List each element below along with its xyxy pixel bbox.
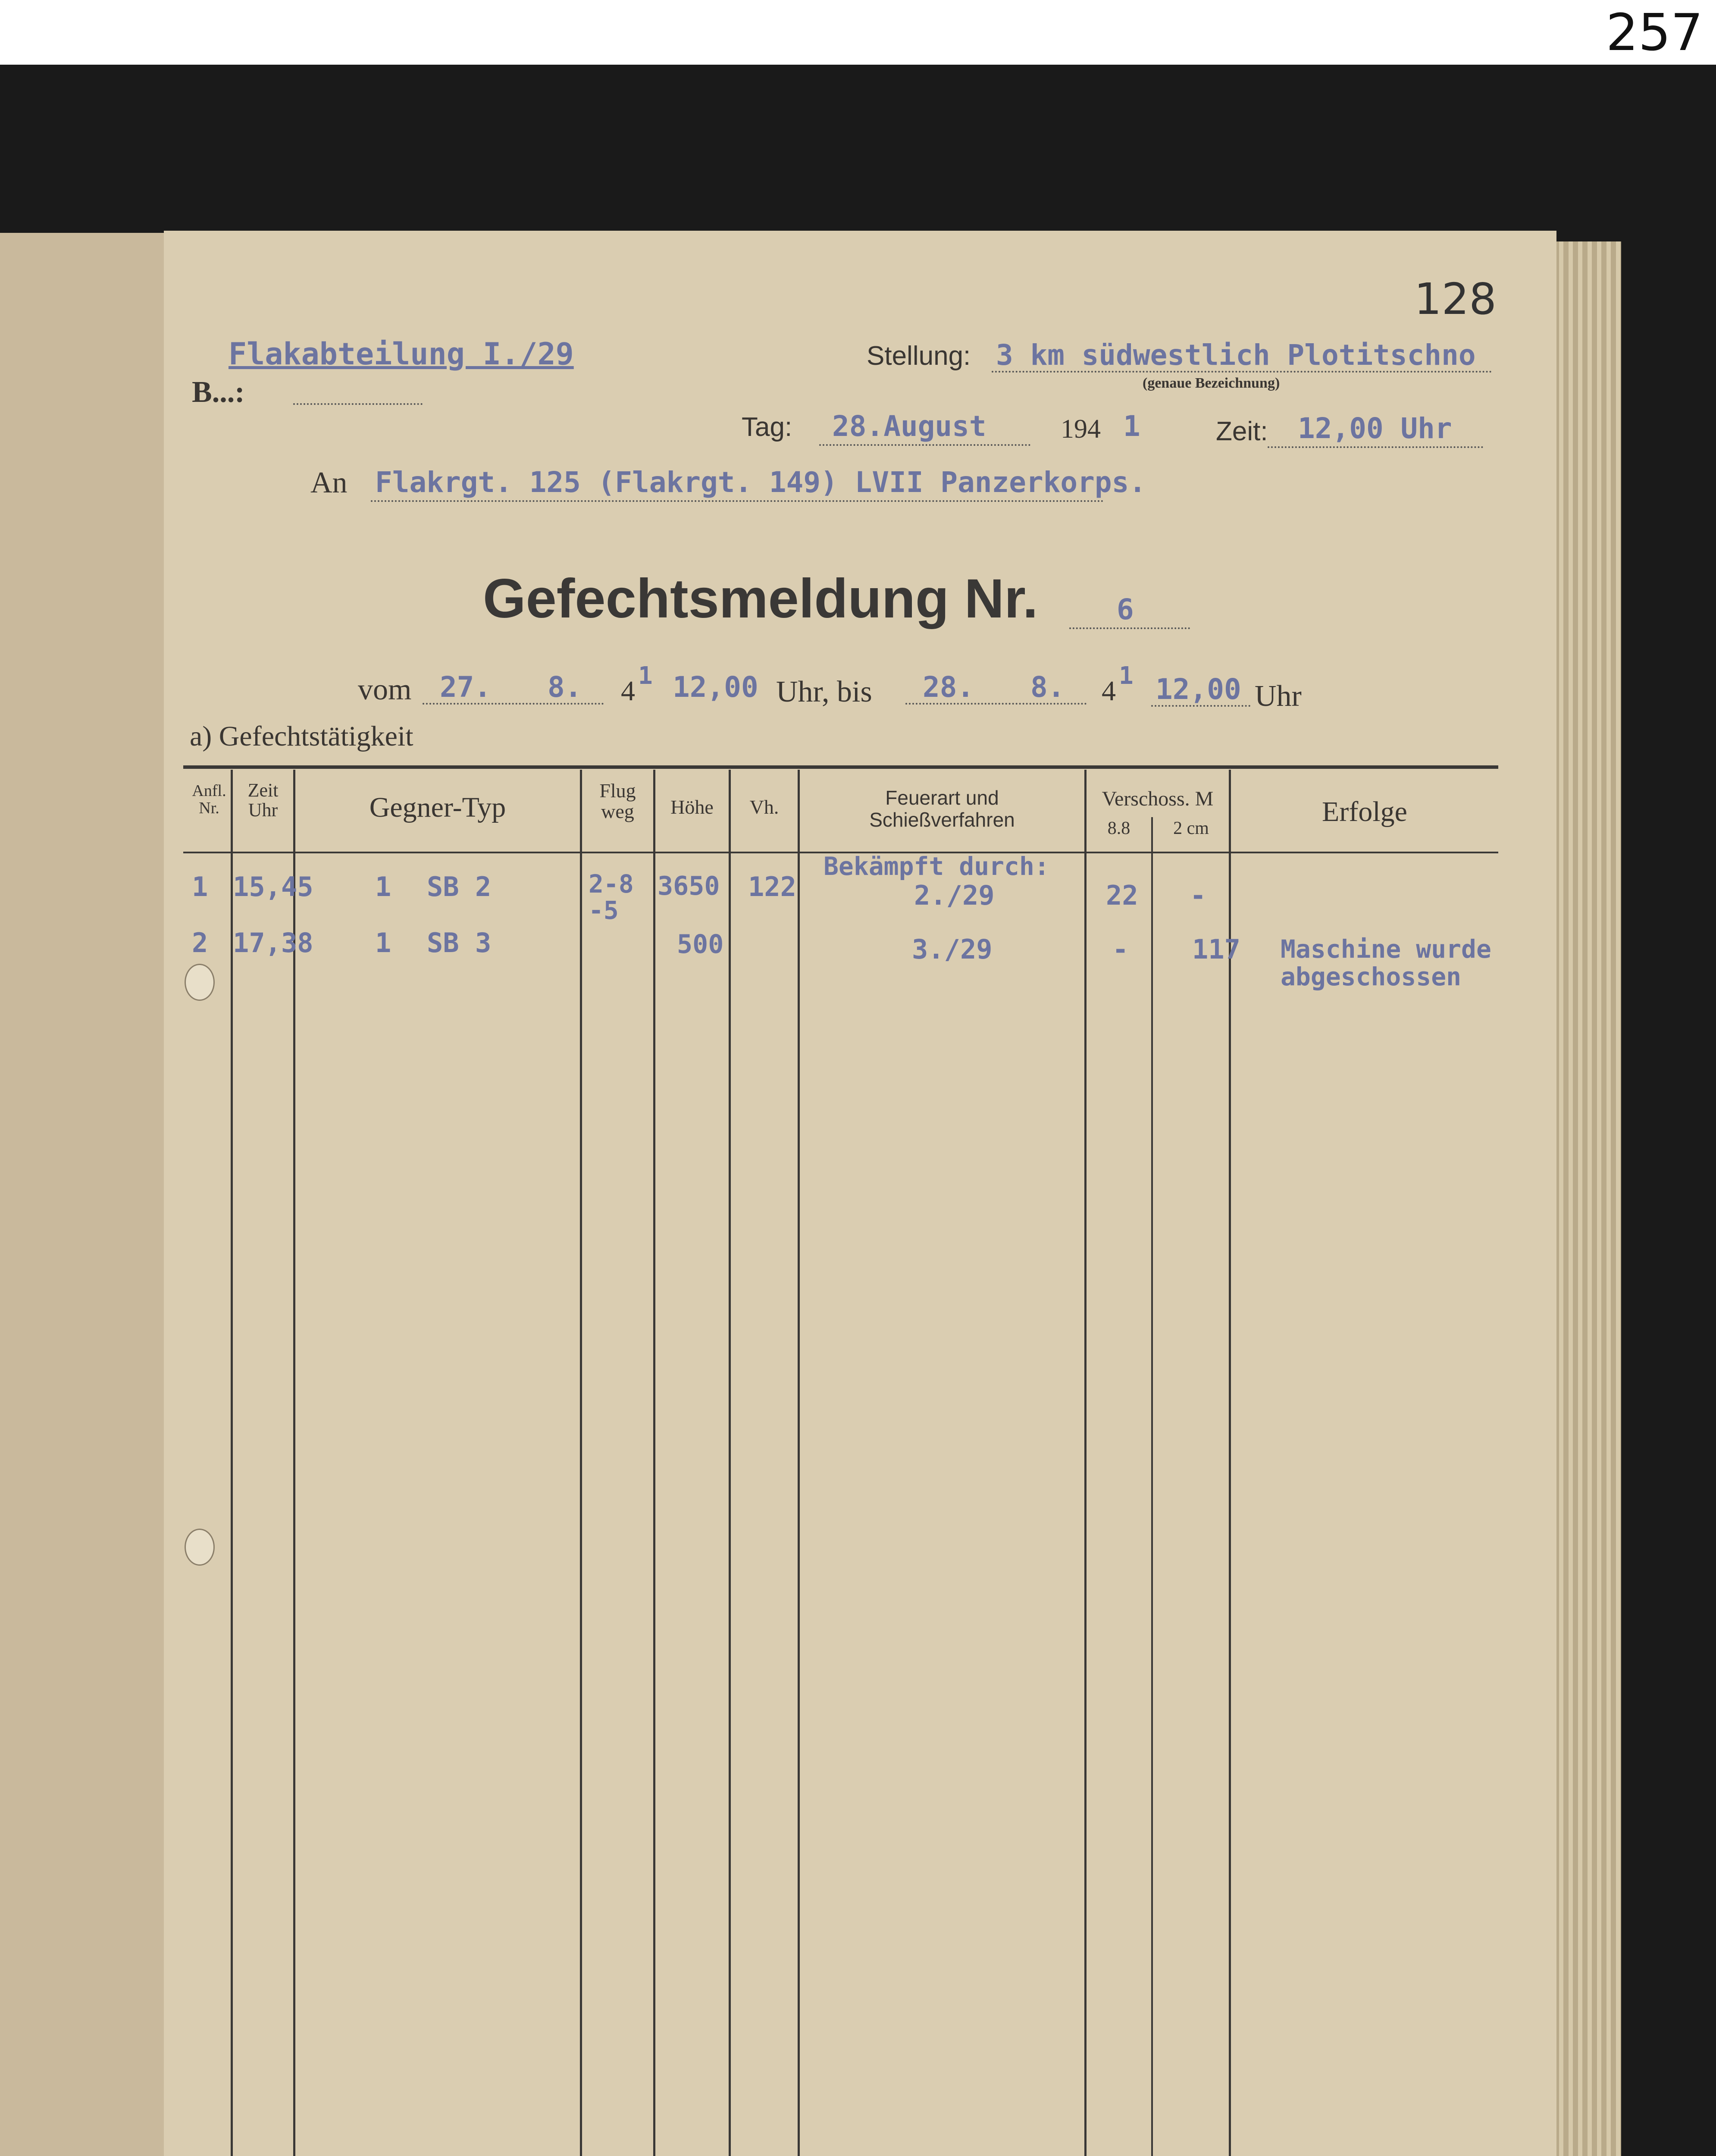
row1-typ: SB 2 bbox=[427, 871, 492, 903]
page-title: Gefechtsmeldung Nr. bbox=[483, 568, 1038, 630]
row1-zeit: 15,45 bbox=[233, 871, 313, 903]
report-number: 6 bbox=[1117, 593, 1134, 626]
header-zeit: Zeit Uhr bbox=[247, 780, 279, 821]
row1-flugweg: 2-8 -5 bbox=[589, 869, 634, 925]
col-divider bbox=[653, 770, 655, 2156]
from-year-printed: 4 bbox=[621, 675, 635, 707]
col-divider bbox=[580, 770, 582, 2156]
stellung-line bbox=[992, 371, 1492, 373]
scan-page-number: 257 bbox=[1606, 3, 1703, 62]
row1-m2cm: - bbox=[1190, 880, 1206, 911]
col-divider bbox=[1229, 770, 1231, 2156]
row1-feuerart: 2./29 bbox=[914, 880, 995, 911]
col-divider bbox=[1084, 770, 1087, 2156]
header-verschoss-88: 8.8 bbox=[1107, 818, 1130, 838]
vom-label: vom bbox=[358, 673, 412, 706]
from-year-typed: 1 bbox=[638, 662, 653, 690]
from-month: 8. bbox=[548, 671, 582, 704]
row1-hoehe: 3650 bbox=[658, 871, 720, 901]
col-divider bbox=[293, 770, 295, 2156]
header-feuerart: Feuerart und Schießverfahren bbox=[869, 787, 1015, 831]
period-line-3 bbox=[1151, 705, 1250, 707]
row1-anfl: 1 bbox=[192, 871, 208, 903]
feuerart-note: Bekämpft durch: bbox=[824, 852, 1049, 881]
row2-zeit: 17,38 bbox=[233, 927, 313, 959]
to-year-typed: 1 bbox=[1119, 662, 1134, 690]
tag-value: 28.August bbox=[832, 410, 986, 443]
to-year-printed: 4 bbox=[1102, 675, 1116, 707]
row2-erfolge: Maschine wurde abgeschossen bbox=[1281, 934, 1491, 991]
header-vh: Vh. bbox=[749, 796, 779, 818]
row1-m88: 22 bbox=[1106, 880, 1138, 911]
uhr-label: Uhr bbox=[1255, 680, 1302, 713]
header-anfl: Anfl. Nr. bbox=[192, 782, 226, 817]
from-time: 12,00 bbox=[673, 671, 758, 704]
unit-name: Flakabteilung I./29 bbox=[229, 336, 574, 372]
table-top-rule bbox=[183, 765, 1498, 769]
row2-anfl: 2 bbox=[192, 927, 208, 959]
left-page-edge bbox=[0, 233, 172, 2156]
an-line bbox=[371, 500, 1104, 502]
header-erfolge: Erfolge bbox=[1322, 796, 1407, 827]
year-typed: 1 bbox=[1123, 410, 1140, 443]
scan-header-bar bbox=[0, 0, 1716, 65]
row2-m2cm: 117 bbox=[1192, 934, 1240, 965]
col-divider bbox=[729, 770, 731, 2156]
tag-label: Tag: bbox=[742, 412, 792, 442]
folio-number: 128 bbox=[1414, 274, 1497, 324]
zeit-label: Zeit: bbox=[1216, 417, 1268, 446]
an-label: An bbox=[310, 466, 348, 499]
row1-count: 1 bbox=[375, 871, 391, 903]
col-divider bbox=[231, 770, 233, 2156]
row2-typ: SB 3 bbox=[427, 927, 492, 959]
punch-hole bbox=[185, 1529, 215, 1566]
row2-hoehe: 500 bbox=[677, 929, 724, 959]
report-number-line bbox=[1069, 627, 1190, 629]
section-a-label: a) Gefechtstätigkeit bbox=[190, 721, 413, 752]
period-line-1 bbox=[423, 703, 604, 705]
to-day: 28. bbox=[923, 671, 974, 704]
an-value: Flakrgt. 125 (Flakrgt. 149) LVII Panzerkorps. bbox=[375, 466, 1146, 499]
header-gegner: Gegner-Typ bbox=[369, 792, 506, 823]
stellung-value: 3 km südwestlich Plotitschno bbox=[996, 338, 1476, 372]
row2-count: 1 bbox=[375, 927, 391, 959]
stellung-note: (genaue Bezeichnung) bbox=[1143, 375, 1280, 391]
row2-m88: - bbox=[1112, 934, 1129, 965]
to-time: 12,00 bbox=[1155, 673, 1241, 706]
uhr-bis-label: Uhr, bis bbox=[776, 675, 872, 708]
year-printed: 194 bbox=[1061, 414, 1101, 444]
left-field-label: B...: bbox=[192, 376, 245, 409]
tag-line bbox=[819, 444, 1030, 446]
header-flugweg: Flug weg bbox=[599, 780, 636, 823]
header-verschoss-2cm: 2 cm bbox=[1173, 818, 1209, 838]
col-divider bbox=[798, 770, 800, 2156]
header-verschoss: Verschoss. M bbox=[1102, 787, 1214, 810]
col-divider bbox=[1151, 817, 1153, 2156]
period-line-2 bbox=[905, 703, 1087, 705]
stellung-label: Stellung: bbox=[867, 341, 971, 371]
from-day: 27. bbox=[440, 671, 492, 704]
row2-feuerart: 3./29 bbox=[912, 934, 993, 965]
header-hoehe: Höhe bbox=[670, 796, 714, 818]
document-page bbox=[164, 231, 1556, 2156]
punch-hole bbox=[185, 964, 215, 1001]
left-field-line bbox=[293, 403, 423, 405]
to-month: 8. bbox=[1030, 671, 1065, 704]
zeit-value: 12,00 Uhr bbox=[1298, 412, 1452, 445]
row1-vh: 122 bbox=[748, 871, 796, 903]
zeit-line bbox=[1268, 446, 1483, 448]
